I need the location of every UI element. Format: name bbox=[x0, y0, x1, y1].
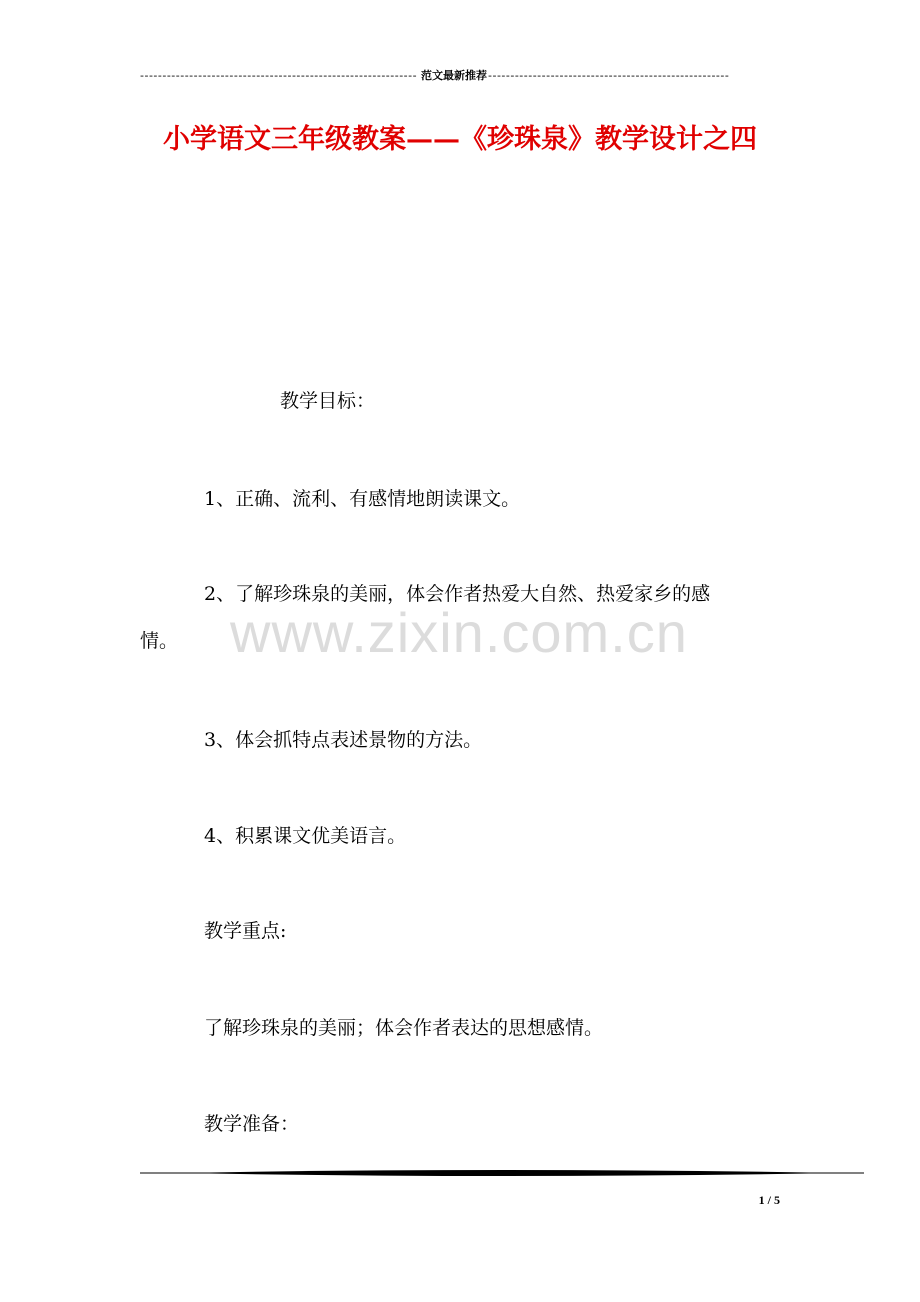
objective-item-3: 3、体会抓特点表述景物的方法。 bbox=[204, 729, 483, 751]
key-points-heading: 教学重点: bbox=[204, 920, 287, 942]
watermark-text: www.zixin.com.cn bbox=[230, 601, 688, 664]
header-dashes-left: -------------------------------------------------------------- bbox=[140, 69, 418, 82]
footer-divider bbox=[140, 1166, 864, 1180]
document-title: 小学语文三年级教案——《珍珠泉》教学设计之四 bbox=[163, 124, 757, 155]
objectives-heading: 教学目标： bbox=[280, 390, 376, 412]
header-dashes-right: ------------------------------------------------------ bbox=[488, 69, 730, 82]
page-header bbox=[140, 68, 768, 84]
key-points-text: 了解珍珠泉的美丽；体会作者表达的思想感情。 bbox=[204, 1017, 604, 1039]
page-number: 1 / 5 bbox=[758, 1193, 780, 1207]
preparation-heading: 教学准备： bbox=[204, 1113, 300, 1135]
objective-item-1: 1、正确、流利、有感情地朗读课文。 bbox=[204, 488, 521, 510]
objective-item-4: 4、积累课文优美语言。 bbox=[204, 825, 407, 847]
objective-item-2-line-1: 2、了解珍珠泉的美丽，体会作者热爱大自然、热爱家乡的感 bbox=[204, 583, 711, 605]
header-label: 范文最新推荐 bbox=[421, 69, 487, 82]
objective-item-2-line-2: 情。 bbox=[140, 630, 179, 652]
